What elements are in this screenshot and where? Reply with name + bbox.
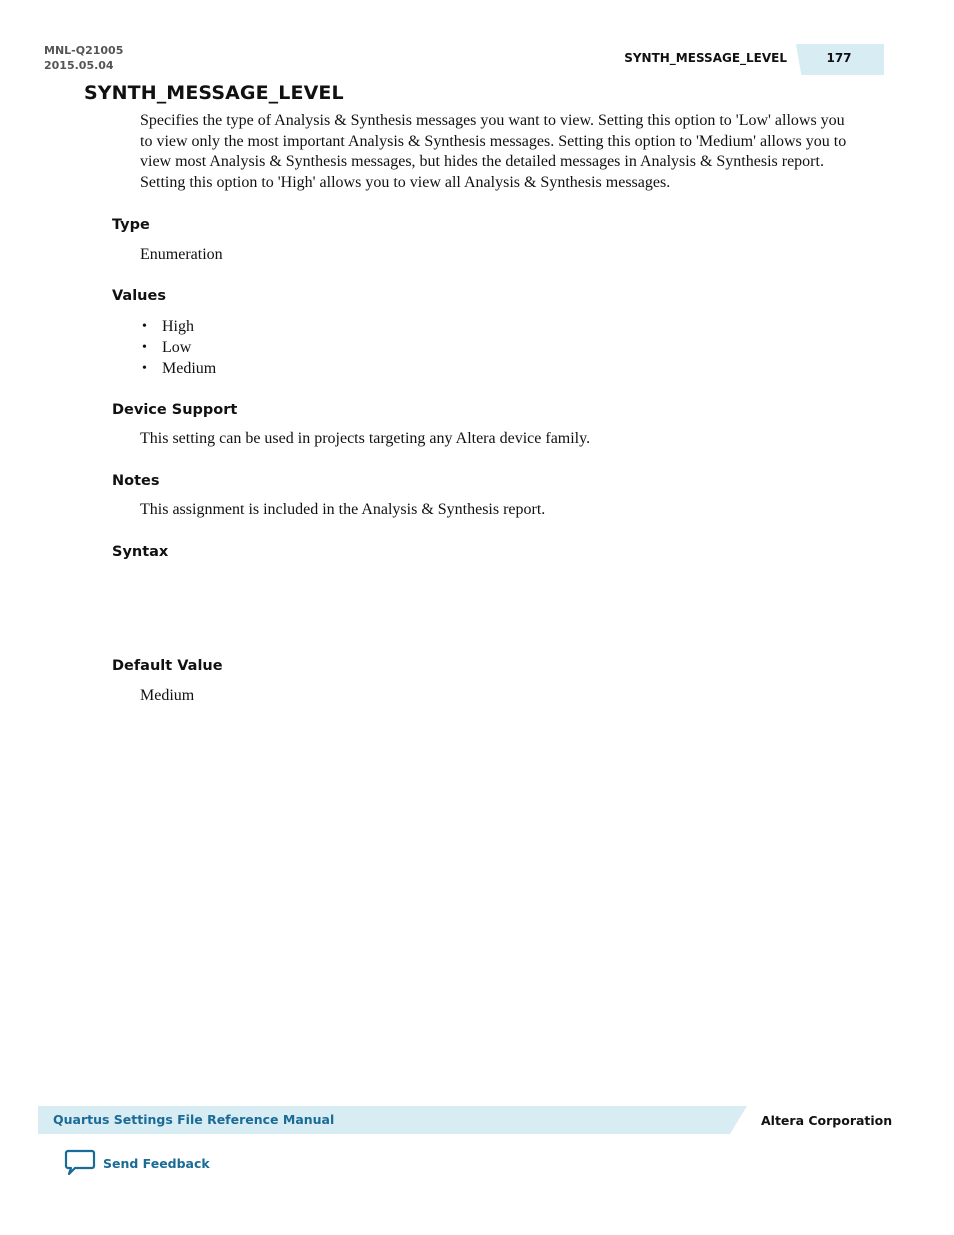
device-support-heading: Device Support [112,402,238,418]
document-meta [44,43,123,73]
bullet-icon: • [142,340,147,355]
company-name: Altera Corporation [761,1113,893,1128]
list-item [140,358,216,379]
description-paragraph: Specifies the type of Analysis & Synthesis messages you want to view. Setting this option to 'Low' allows you to view only the most important Analysis & Synthesis messages. Setting this option to 'Medium' allows you to view most Analysis & Synthesis messages, but hides the detailed messages in Analysis & Synthesis report. Setting this option to 'High' allows you to view all Analysis & Synthesis messages. [140,112,847,191]
bullet-icon: • [142,319,147,334]
default-value-heading: Default Value [112,658,223,674]
values-heading: Values [112,288,166,304]
type-heading: Type [112,217,150,233]
send-feedback-link[interactable] [64,1149,210,1177]
page-title: SYNTH_MESSAGE_LEVEL [84,82,344,104]
page-number: 177 [826,51,852,65]
notes-text: This assignment is included in the Analysis & Synthesis report. [140,501,546,518]
notes-heading: Notes [112,473,160,489]
bullet-icon: • [142,361,147,376]
document-date: 2015.05.04 [44,59,114,72]
document-id: MNL-Q21005 [44,44,124,57]
manual-title-link[interactable]: Quartus Settings File Reference Manual [53,1112,335,1127]
value-item-label: Low [162,339,192,356]
value-item-label: Medium [162,360,217,377]
default-value-text: Medium [140,687,195,704]
running-head: SYNTH_MESSAGE_LEVEL [624,51,787,65]
speech-bubble-icon [64,1149,96,1177]
type-value: Enumeration [140,246,223,263]
values-list [140,316,216,379]
syntax-heading: Syntax [112,544,169,560]
device-support-text: This setting can be used in projects targeting any Altera device family. [140,430,591,447]
send-feedback-label: Send Feedback [103,1155,210,1171]
list-item [140,337,216,358]
value-item-label: High [162,318,194,335]
list-item [140,316,216,337]
